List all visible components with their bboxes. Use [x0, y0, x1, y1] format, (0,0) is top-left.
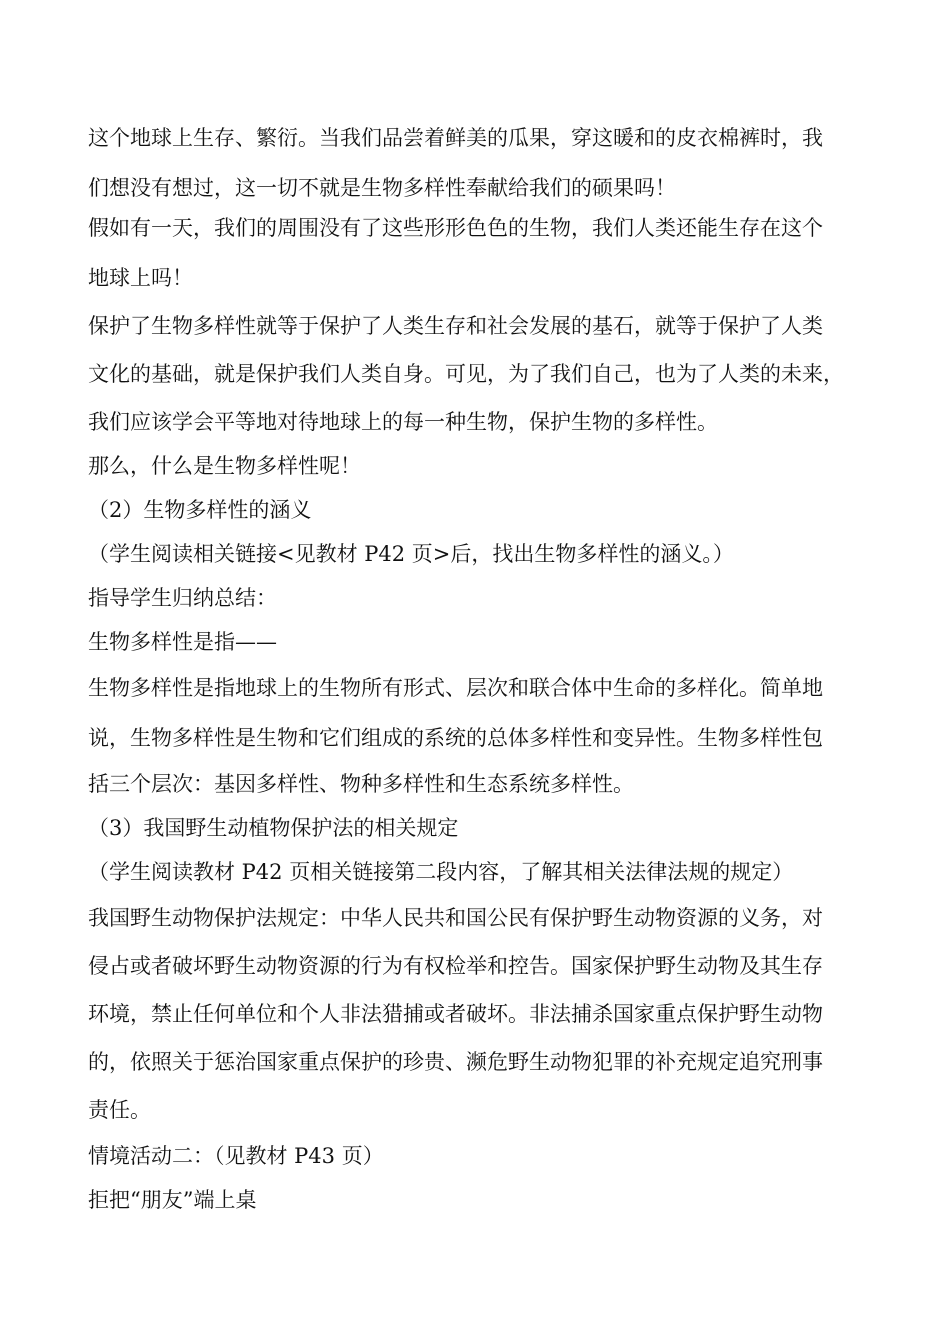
paragraph-line: 这个地球上生存、繁衍。当我们品尝着鲜美的瓜果，穿这暖和的皮衣棉裤时，我	[88, 126, 823, 150]
paragraph-line: 我们应该学会平等地对待地球上的每一种生物，保护生物的多样性。	[88, 410, 718, 434]
paragraph-line: （学生阅读教材 P42 页相关链接第二段内容，了解其相关法律法规的规定）	[88, 860, 794, 884]
paragraph-line: 假如有一天，我们的周围没有了这些形形色色的生物，我们人类还能生存在这个	[88, 216, 823, 240]
paragraph-line: 我国野生动物保护法规定：中华人民共和国公民有保护野生动物资源的义务，对	[88, 906, 823, 930]
paragraph-line: 保护了生物多样性就等于保护了人类生存和社会发展的基石，就等于保护了人类	[88, 314, 823, 338]
paragraph-line: 地球上吗！	[88, 266, 193, 290]
paragraph-line: 环境，禁止任何单位和个人非法猎捕或者破坏。非法捕杀国家重点保护野生动物	[88, 1002, 823, 1026]
paragraph-line: 拒把“朋友”端上桌	[88, 1188, 257, 1212]
paragraph-line: （学生阅读相关链接<见教材 P42 页>后，找出生物多样性的涵义。）	[88, 542, 734, 566]
paragraph-line: 情境活动二：（见教材 P43 页）	[88, 1144, 384, 1168]
paragraph-line: 们想没有想过，这一切不就是生物多样性奉献给我们的硕果吗！	[88, 176, 676, 200]
section-heading: （3）我国野生动植物保护法的相关规定	[88, 816, 459, 840]
paragraph-line: 文化的基础，就是保护我们人类自身。可见，为了我们自己，也为了人类的未来，	[88, 362, 844, 386]
section-heading: （2）生物多样性的涵义	[88, 498, 312, 522]
paragraph-line: 括三个层次：基因多样性、物种多样性和生态系统多样性。	[88, 772, 634, 796]
paragraph-line: 生物多样性是指地球上的生物所有形式、层次和联合体中生命的多样化。简单地	[88, 676, 823, 700]
paragraph-line: 那么，什么是生物多样性呢！	[88, 454, 361, 478]
paragraph-line: 说，生物多样性是生物和它们组成的系统的总体多样性和变异性。生物多样性包	[88, 726, 823, 750]
paragraph-line: 指导学生归纳总结：	[88, 586, 277, 610]
paragraph-line: 的，依照关于惩治国家重点保护的珍贵、濒危野生动物犯罪的补充规定追究刑事	[88, 1050, 823, 1074]
paragraph-line: 责任。	[88, 1098, 151, 1122]
paragraph-line: 生物多样性是指——	[88, 630, 277, 654]
paragraph-line: 侵占或者破坏野生动物资源的行为有权检举和控告。国家保护野生动物及其生存	[88, 954, 823, 978]
